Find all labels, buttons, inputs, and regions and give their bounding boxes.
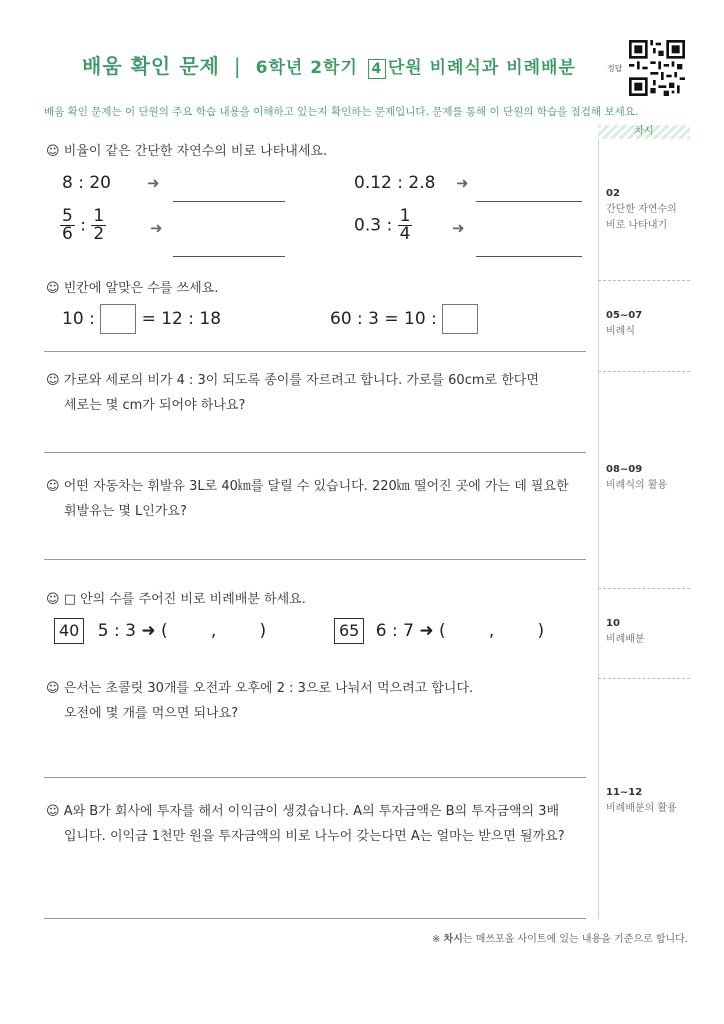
sidebar-divider (598, 139, 599, 919)
sidebar-entry-code: 11~12 (606, 787, 643, 798)
question-5-prompt (46, 587, 306, 612)
question-separator (44, 777, 586, 778)
question-4-prompt: ☺ 어떤 자동차는 휘발유 3L로 40㎞를 달릴 수 있습니다. 220㎞ 떨어진 곳에 가는 데 필요한 휘발유는 몇 L인가요? (46, 479, 569, 519)
smile-icon: ☺ (46, 804, 60, 819)
question-1-prompt (46, 139, 327, 164)
arrow-icon: ➜ (456, 174, 469, 192)
smile-icon: ☺ (46, 479, 60, 494)
fraction: $\frac{5}{6}$ (62, 206, 73, 244)
question-7-prompt: ☺ A와 B가 회사에 투자를 해서 이익금이 생겼습니다. A의 투자금액은 B의 투자금액의 3배 입니다. 이익금 1천만 원을 투자금액의 비로 나누어 갖는다면 A는 얼마는 받으면 될까요? (46, 804, 565, 844)
sidebar-entry-code: 10 (606, 618, 620, 629)
answer-blank[interactable]: ➜ ( , ) (141, 621, 267, 641)
intro-text: 배움 확인 문제는 이 단원의 주요 학습 내용을 이해하고 있는지 확인하는 문제입니다. 문제를 통해 이 단원의 학습을 점검해 보세요. (44, 106, 639, 118)
question-text: 비율이 같은 간단한 자연수의 비로 나타내세요. (63, 144, 328, 159)
arrow-icon: ➜ (147, 174, 160, 192)
smile-icon: ☺ (46, 373, 60, 388)
q1-problem-4: 0.3 : $\frac{1}{4}$ (354, 206, 411, 244)
sidebar-separator (598, 588, 690, 589)
qr-answer-label: 정답 (607, 64, 623, 73)
total-box: 65 (334, 618, 364, 644)
sidebar-entry-desc: 비례배분 (606, 634, 645, 645)
q1-problem-3: $\frac{5}{6}$ : $\frac{1}{2}$ (62, 206, 105, 244)
sidebar-separator (598, 371, 690, 372)
question-6-prompt: ☺ 은서는 초콜릿 30개를 오전과 오후에 2 : 3으로 나눠서 먹으려고 합니다. 오전에 몇 개를 먹으면 되나요? (46, 681, 474, 721)
question-text: □ 안의 수를 주어진 비로 비례배분 하세요. (63, 592, 306, 607)
sidebar-heading: 차시 (598, 125, 690, 139)
sidebar-entry (606, 785, 677, 817)
footnote: ※ 차시는 매쓰포올 사이트에 있는 내용을 기준으로 합니다. (431, 934, 688, 945)
q2-equation-2: 60 : 3 = 10 : (330, 304, 478, 334)
q1-answer-blank[interactable] (173, 256, 285, 257)
worksheet-title (82, 50, 576, 79)
question-text: 빈칸에 알맞은 수를 쓰세요. (63, 281, 219, 296)
question-separator (44, 351, 586, 352)
smile-icon: ☺ (46, 592, 60, 607)
sidebar-entry-code: 05~07 (606, 310, 643, 321)
question-separator (44, 452, 586, 453)
q1-answer-blank[interactable] (173, 201, 285, 202)
sidebar-entry-desc: 비례배분의 활용 (606, 803, 677, 814)
sidebar-entry (606, 462, 667, 494)
question-separator (44, 918, 586, 919)
sidebar-separator (598, 280, 690, 281)
smile-icon: ☺ (46, 681, 60, 696)
question-3-prompt: ☺ 가로와 세로의 비가 4 : 3이 되도록 종이를 자르려고 합니다. 가로를 60cm로 한다면 세로는 몇 cm가 되어야 하나요? (46, 373, 539, 413)
sidebar-entry-desc: 간단한 자연수의 (606, 204, 677, 215)
title-divider: | (233, 54, 242, 78)
q5-item-2: 65 6 : 7 ➜ ( , ) (334, 618, 544, 644)
title-main: 배움 확인 문제 (82, 54, 220, 78)
sidebar-entry (606, 616, 645, 648)
title-grade: 6학년 2학기 (255, 58, 358, 78)
arrow-icon: ➜ (452, 219, 465, 237)
qr-code-icon[interactable] (629, 40, 685, 96)
arrow-icon: ➜ (150, 219, 163, 237)
sidebar-entry (606, 186, 677, 234)
sidebar-entry (606, 308, 642, 340)
sidebar-entry-code: 08~09 (606, 464, 643, 475)
answer-box[interactable] (442, 304, 478, 334)
question-2-prompt (46, 276, 218, 301)
q1-answer-blank[interactable] (476, 256, 582, 257)
sidebar-entry-code: 02 (606, 188, 620, 199)
q1-problem-1: 8 : 20 (62, 173, 111, 193)
q1-problem-2: 0.12 : 2.8 (354, 173, 436, 193)
q2-equation-1: 10 : = 12 : 18 (62, 304, 221, 334)
question-separator (44, 559, 586, 560)
fraction: $\frac{1}{4}$ (399, 206, 411, 244)
sidebar-entry-desc: 비로 나타내기 (606, 220, 668, 231)
fraction: $\frac{1}{2}$ (93, 206, 105, 244)
unit-number-badge: 4 (368, 59, 386, 79)
answer-box[interactable] (100, 304, 136, 334)
smile-icon: ☺ (46, 144, 60, 159)
total-box: 40 (54, 618, 84, 644)
unit-title: 단원 비례식과 비례배분 (387, 58, 576, 78)
answer-blank[interactable]: ➜ ( , ) (419, 621, 545, 641)
sidebar-entry-desc: 비례식 (606, 326, 635, 337)
q5-item-1: 40 5 : 3 ➜ ( , ) (54, 618, 266, 644)
q1-answer-blank[interactable] (476, 201, 582, 202)
sidebar-separator (598, 678, 690, 679)
sidebar-entry-desc: 비례식의 활용 (606, 480, 668, 491)
smile-icon: ☺ (46, 281, 60, 296)
